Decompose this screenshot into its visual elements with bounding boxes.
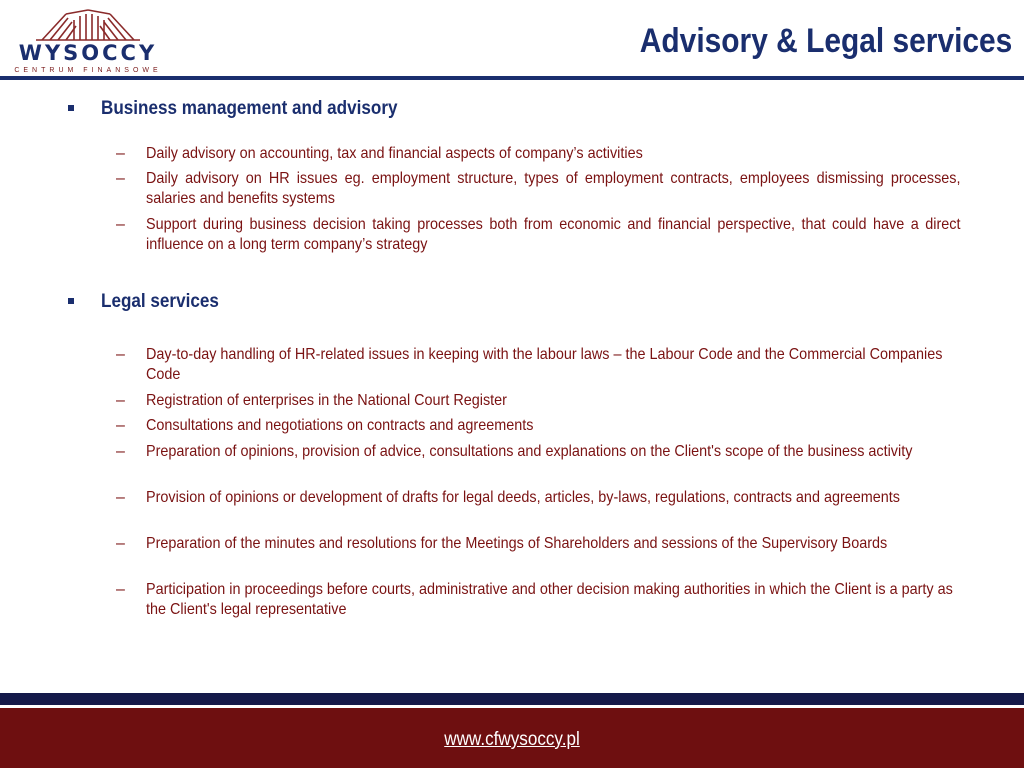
dash-bullet: – [116,170,125,187]
list-item-text: Consultations and negotiations on contracts and agreements [146,417,534,434]
list-item-text: Daily advisory on HR issues eg. employment structure, types of employment contracts, employees dismissing processes, salaries and benefits systems [146,170,961,207]
dash-bullet: – [116,581,125,598]
list-item-text: Preparation of opinions, provision of advice, consultations and explanations on the Client's scope of the business activity [146,443,913,460]
square-bullet-icon [68,105,74,111]
dash-bullet: – [116,417,125,434]
dash-bullet: – [116,535,125,552]
building-roof-icon [6,8,170,42]
square-bullet-icon [68,298,74,304]
list-item-text: Daily advisory on accounting, tax and financial aspects of company’s activities [146,145,643,162]
section-heading-text: Legal services [101,291,219,312]
slide-title: Advisory & Legal services [639,22,1012,60]
dash-bullet: – [116,392,125,409]
dash-bullet: – [116,346,125,363]
company-logo [6,8,170,74]
website-link[interactable]: www.cfwysoccy.pl [444,729,580,750]
dash-bullet: – [116,216,125,233]
section-heading-text: Business management and advisory [101,98,398,119]
logo-wordmark: WYSOCCY [18,41,158,65]
logo-subtitle: CENTRUM FINANSOWE [14,67,162,74]
list-item-text: Preparation of the minutes and resolutions for the Meetings of Shareholders and sessions of the Supervisory Boards [146,535,888,552]
list-item-text: Registration of enterprises in the National Court Register [146,392,507,409]
header-divider [0,76,1024,80]
list-item-text: Provision of opinions or development of drafts for legal deeds, articles, by-laws, regulations, contracts and agreements [146,489,901,506]
dash-bullet: – [116,145,125,162]
list-item-text: Participation in proceedings before courts, administrative and other decision making authorities in which the Client is a party as the Client's legal representative [146,581,953,618]
dash-bullet: – [116,443,125,460]
list-item-text: Day-to-day handling of HR-related issues in keeping with the labour laws – the Labour Code and the Commercial Companies Code [146,346,943,383]
footer-navy-band [0,693,1024,705]
list-item-text: Support during business decision taking processes both from economic and financial perspective, that could have a direct influence on a long term company’s strategy [146,216,961,253]
dash-bullet: – [116,489,125,506]
